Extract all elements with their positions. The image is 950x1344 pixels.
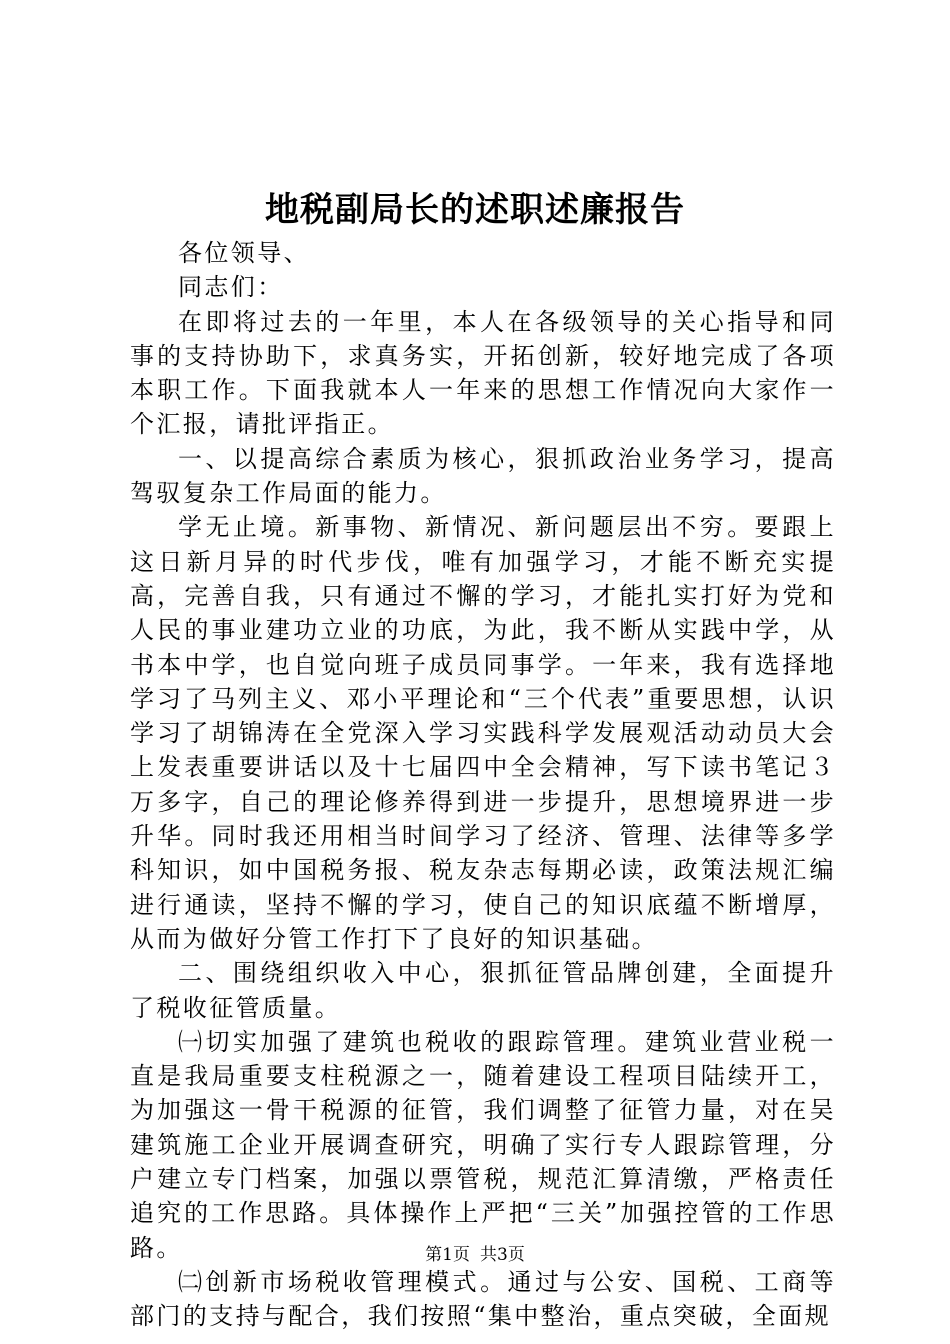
subsection-2-paragraph: ㈡创新市场税收管理模式。通过与公安、国税、工商等部门的支持与配合，我们按照“集中整治，重点突破，全面规 (130, 1267, 836, 1331)
section-1-paragraph: 学无止境。新事物、新情况、新问题层出不穷。要跟上这日新月异的时代步伐，唯有加强学习，才能不断充实提高，完善自我，只有通过不懈的学习，才能扎实打好为党和人民的事业建功立业的功底，为此，我不断从实践中学，从书本中学，也自觉向班子成员同事学。一年来，我有选择地学习了马列主义、邓小平理论和“三个代表”重要思想，认识学习了胡锦涛在全党深入学习实践科学发展观活动动员大会上发表重要讲话以及十七届四中全会精神，写下读书笔记３万多字，自己的理论修养得到进一步提升，思想境界进一步升华。同时我还用相当时间学习了经济、管理、法律等多学科知识，如中国税务报、税友杂志每期必读，政策法规汇编进行通读，坚持不懈的学习，使自己的知识底蕴不断增厚，从而为做好分管工作打下了良好的知识基础。 (130, 513, 836, 953)
salutation-line-2: 同志们： (178, 273, 284, 302)
intro-paragraph: 在即将过去的一年里，本人在各级领导的关心指导和同事的支持协助下，求真务实，开拓创新，较好地完成了各项本职工作。下面我就本人一年来的思想工作情况向大家作一个汇报，请批评指正。 (130, 307, 836, 439)
section-heading-2: 二、围绕组织收入中心，狠抓征管品牌创建，全面提升了税收征管质量。 (130, 959, 836, 1022)
salutation-line-1: 各位领导、 (178, 239, 310, 267)
page-number: 第1页 (425, 1245, 470, 1265)
document-title: 地税副局长的述职述廉报告 (265, 190, 685, 230)
page-total: 共3页 (480, 1245, 525, 1265)
page-footer (0, 1243, 950, 1267)
subsection-1-paragraph: ㈠切实加强了建筑也税收的跟踪管理。建筑业营业税一直是我局重要支柱税源之一，随着建设工程项目陆续开工，为加强这一骨干税源的征管，我们调整了征管力量，对在吴建筑施工企业开展调查研究，明确了实行专人跟踪管理，分户建立专门档案，加强以票管税，规范汇算清缴，严格责任追究的工作思路。具体操作上严把“三关”加强控管的工作思路。 (130, 1027, 836, 1262)
document-body (130, 236, 836, 1334)
section-heading-1: 一、以提高综合素质为核心，狠抓政治业务学习，提高驾驭复杂工作局面的能力。 (130, 444, 836, 508)
